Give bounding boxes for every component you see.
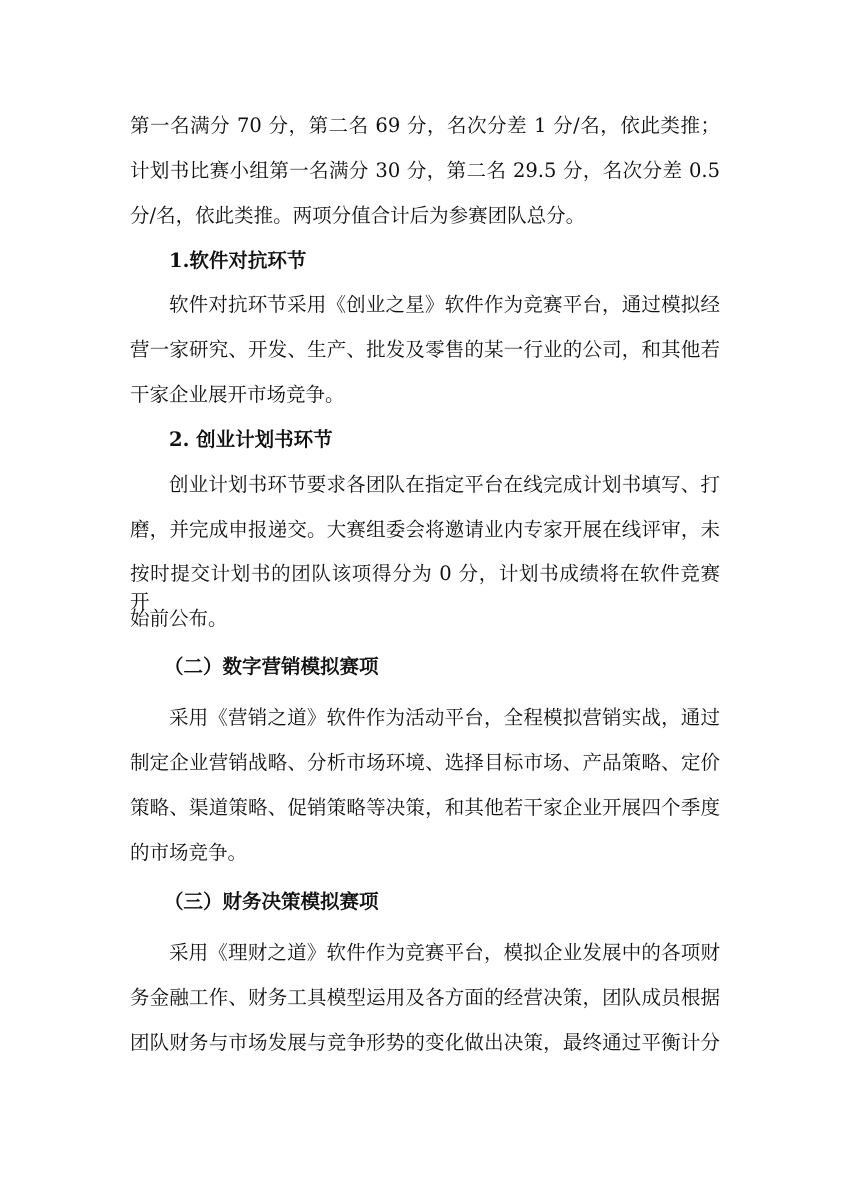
marketing-para-line-1: 采用《营销之道》软件作为活动平台，全程模拟营销实战，通过 (169, 706, 720, 729)
marketing-para-line-4: 的市场竞争。 (130, 841, 248, 864)
heading-financial-decision: （三）财务决策模拟赛项 (164, 890, 379, 913)
plan-para-line-2: 磨，并完成申报递交。大赛组委会将邀请业内专家开展在线评审，未 (130, 518, 720, 541)
plan-para-line-3: 按时提交计划书的团队该项得分为 0 分，计划书成绩将在软件竞赛开 (130, 562, 720, 613)
software-para-line-1: 软件对抗环节采用《创业之星》软件作为竞赛平台，通过模拟经 (169, 293, 720, 316)
plan-para-line-1: 创业计划书环节要求各团队在指定平台在线完成计划书填写、打 (169, 473, 720, 496)
plan-para-line-4: 始前公布。 (130, 607, 228, 630)
software-para-line-2: 营一家研究、开发、生产、批发及零售的某一行业的公司，和其他若 (130, 338, 720, 361)
finance-para-line-3: 团队财务与市场发展与竞争形势的变化做出决策，最终通过平衡计分 (130, 1031, 720, 1054)
heading-digital-marketing: （二）数字营销模拟赛项 (164, 655, 379, 678)
marketing-para-line-2: 制定企业营销战略、分析市场环境、选择目标市场、产品策略、定价 (130, 751, 720, 774)
marketing-para-line-3: 策略、渠道策略、促销策略等决策，和其他若干家企业开展四个季度 (130, 796, 720, 819)
scoring-line-2: 计划书比赛小组第一名满分 30 分，第二名 29.5 分，名次分差 0.5 (130, 159, 720, 182)
scoring-line-3: 分/名，依此类推。两项分值合计后为参赛团队总分。 (130, 204, 586, 227)
software-para-line-3: 干家企业展开市场竞争。 (130, 383, 345, 406)
finance-para-line-2: 务金融工作、财务工具模型运用及各方面的经营决策，团队成员根据 (130, 986, 720, 1009)
scoring-line-1: 第一名满分 70 分，第二名 69 分，名次分差 1 分/名，依此类推； (130, 114, 720, 137)
heading-business-plan: 2. 创业计划书环节 (169, 428, 333, 451)
finance-para-line-1: 采用《理财之道》软件作为竞赛平台，模拟企业发展中的各项财 (169, 941, 720, 964)
heading-software-competition: 1.软件对抗环节 (169, 249, 307, 272)
